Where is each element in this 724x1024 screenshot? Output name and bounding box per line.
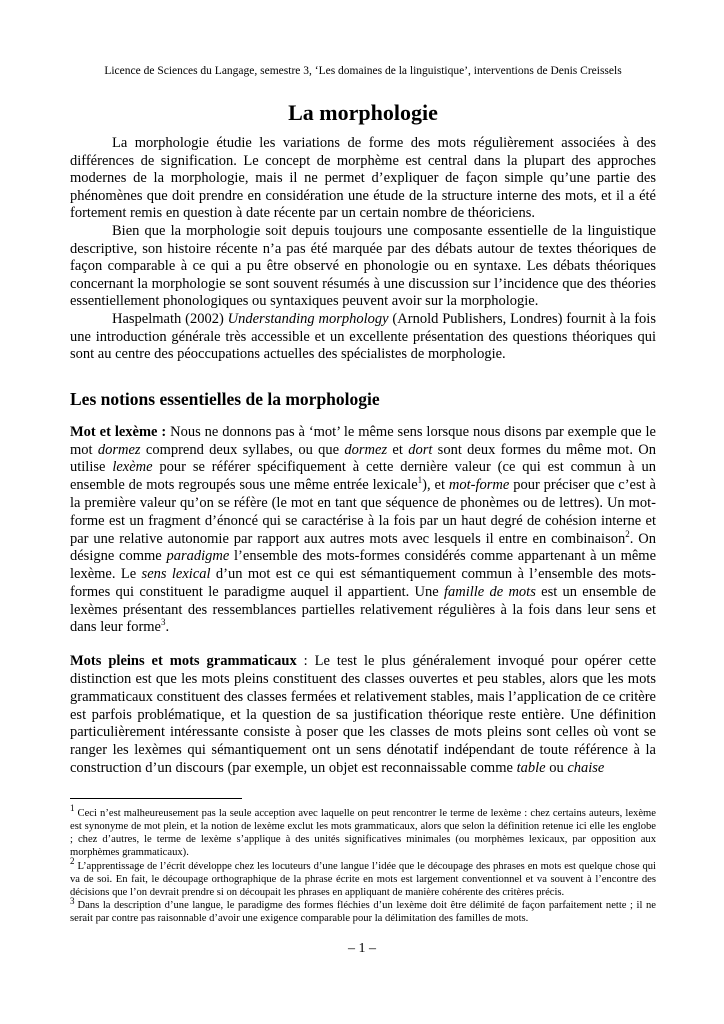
intro-paragraph-3 — [70, 311, 656, 364]
footnote-number: 1 — [70, 803, 75, 814]
footnote-number: 3 — [70, 895, 75, 906]
intro-text: Haspelmath (2002) — [112, 310, 228, 327]
footnote-text: Dans la description d’une langue, le paradigme des formes fléchies d’un lexème doit être délimité de façon parfaitement nette ; il ne serait par contre pas raisonnable d’avoir une exigence comparable pour la délimitation des familles de mots. — [70, 900, 656, 925]
footnote-text: Ceci n’est malheureusement pas la seule acception avec laquelle on peut rencontrer le terme de lexème : chez certains auteurs, lexème est synonyme de mot plein, et la notion de lexème exclut les mots grammaticaux, alors que selon la définition retenue ici elle les englobe ; chez d’autres, le terme de lexème s’applique à des unités significatives minimales (ou morphèmes lexicaux, par opposition aux morphèmes grammaticaux). — [70, 807, 656, 859]
footnote-ref-3[interactable]: 3 — [161, 617, 166, 628]
page-number: – 1 – — [348, 941, 376, 956]
page-title: La morphologie — [288, 100, 438, 125]
footnote-separator — [70, 798, 242, 799]
footnote-ref-1[interactable]: 1 — [417, 475, 423, 486]
intro-text: (Arnold Publishers, Londres) fournit à la fois une introduction générale très accessible et un excellente présentation des questions théoriques qui sont au centre des péoccupations actuelles des spécialistes de morphologie. — [70, 310, 656, 363]
paragraph-lead: Mot et lexème : — [70, 423, 167, 440]
footnote-number: 2 — [70, 856, 75, 867]
footnotes — [70, 803, 656, 926]
paragraph-mots-pleins: Mots pleins et mots grammaticaux : Le test le plus généralement invoqué pour opérer cette distinction est que les mots pleins constituent des classes ouvertes et peu stables, alors que les mots grammaticaux constituent des classes fermées et relativement stables, mais l’application de ce critère est parfois problématique, et la question de sa justification théorique reste entière. Une définition particulièrement intéressante consiste à poser que les classes de mots pleins sont celles où vont se ranger les lexèmes qui sémantiquement ont un sens dénotatif indépendant de toute référence à la construction d’un discours (par exemple, un objet est reconnaissable comme table ou chaise — [70, 653, 657, 777]
footnote-2 — [70, 856, 656, 900]
paragraph-mot-lexeme: Mot et lexème : Nous ne donnons pas à ‘mot’ le même sens lorsque nous disons par exemple que le mot dormez comprend deux syllabes, ou que dormez et dort sont deux formes du même mot. On utilise lexème pour se référer spécifiquement à cette dernière valeur (ce qui est commun à un ensemble de mots regroupés sous une même entrée lexicale$^1$), et mot-forme pour préciser que c’est à la première valeur qu’on se réfère (le mot en tant que séquence de phonèmes ou de lettres). Un mot-forme est un fragment d’énoncé qui se caractérise à la fois par un haut degré de cohésion interne et par une relative autonomie par rapport aux autres mots avec lesquels il entre en combinaison$^2$. On désigne comme paradigme l’ensemble des mots-formes considérés comme appartenant à un même lexème. Le sens lexical d’un mot est ce qui est sémantiquement commun à l’ensemble des mots-formes qui constituent le paradigme auquel il appartient. Une famille de mots est un ensemble de lexèmes présentant des ressemblances partielles relativement régulières à la fois dans leur sens et dans leur forme$^3$. — [70, 423, 657, 636]
section-heading: Les notions essentielles de la morphologie — [70, 388, 380, 409]
paragraph-lead: Mots pleins et mots grammaticaux — [70, 653, 297, 670]
footnote-3 — [70, 895, 656, 925]
footnote-text: L’apprentissage de l’écrit développe chez les locuteurs d’une langue l’idée que le découpage des phrases en mots est quelque chose qui va de soi. En fait, le découpage orthographique de la phrase écrite en mots est largement conventionnel et va souvent à l’encontre des décisions que l’on devrait prendre si on découpait les phrases en appliquant de manière cohérente des critères précis. — [70, 860, 656, 899]
footnote-1 — [70, 803, 656, 860]
running-header: Licence de Sciences du Langage, semestre 3, ‘Les domaines de la linguistique’, interventions de Denis Creissels — [104, 65, 622, 77]
intro-paragraph-2: Bien que la morphologie soit depuis toujours une composante essentielle de la linguistique descriptive, son histoire récente n’a pas été marquée par des débats autour de textes théoriques de façon comparable à ce qui a pu être observé en phonologie ou en syntaxe. Les débats théoriques concernant la morphologie se sont souvent résumés à une discussion sur l’incidence que des théories essentiellement phonologiques ou syntaxiques peuvent avoir sur la morphologie. — [70, 222, 656, 310]
footnote-ref-2[interactable]: 2 — [625, 528, 630, 539]
page-body — [70, 64, 656, 926]
intro-paragraph-1: La morphologie étudie les variations de forme des mots régulièrement associées à des différences de signification. Le concept de morphème est central dans la plupart des approches modernes de la morphologie, mais il ne permet d’expliquer de façon simple qu’une partie des phénomènes que doit prendre en considération une étude de la structure interne des mots, et il a été fortement remis en question à date récente par un certain nombre de théoriciens. — [70, 135, 656, 222]
introduction — [70, 135, 656, 364]
book-title: Understanding morphology — [227, 310, 389, 327]
